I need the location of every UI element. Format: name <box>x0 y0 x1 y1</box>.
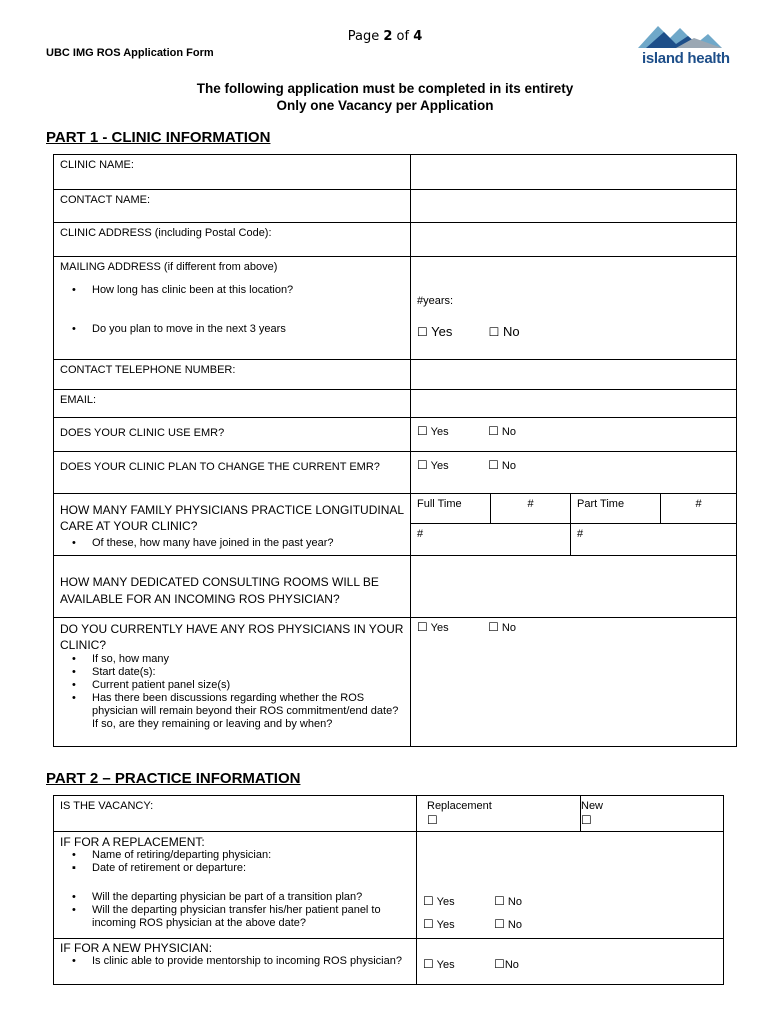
full-time-joined[interactable]: # <box>411 524 571 556</box>
clinic-info-table <box>53 154 737 747</box>
replacement-item: ▪ Date of retirement or departure: <box>60 862 410 875</box>
mentorship-yes-checkbox[interactable]: ☐ <box>423 957 434 971</box>
email-label: EMAIL: <box>54 390 411 418</box>
years-label: #years: <box>417 295 454 307</box>
emr-yes-label: Yes <box>430 426 449 438</box>
practice-info-table <box>53 795 724 985</box>
notice-line-2: Only one Vacancy per Application <box>276 98 494 113</box>
ros-no-label: No <box>501 622 516 634</box>
telephone-field[interactable] <box>411 360 737 390</box>
move-yes-label: Yes <box>431 324 453 339</box>
ros-cell <box>54 618 411 747</box>
emr-no-label: No <box>501 426 516 438</box>
notice-line-1: The following application must be completed in its entirety <box>196 81 574 96</box>
full-time-label: Full Time <box>411 494 491 524</box>
page-current: 2 <box>383 29 393 44</box>
move-no-label: No <box>503 324 520 339</box>
mentorship-yes-label: Yes <box>436 959 455 971</box>
mailing-address-field[interactable] <box>411 257 737 360</box>
logo-text: island health <box>642 50 730 67</box>
emr-no-checkbox[interactable]: ☐ <box>488 424 499 438</box>
new-label: New <box>581 800 604 812</box>
rooms-field[interactable] <box>411 556 737 618</box>
form-name: UBC IMG ROS Application Form <box>46 47 214 59</box>
clinic-name-label: CLINIC NAME: <box>54 155 411 190</box>
contact-name-field[interactable] <box>411 190 737 223</box>
transition-item: • Will the departing physician be part of a transition plan? <box>60 891 410 904</box>
ros-yes-label: Yes <box>430 622 449 634</box>
ros-item: • Current patient panel size(s) <box>60 679 404 692</box>
ros-question: DO YOU CURRENTLY HAVE ANY ROS PHYSICIANS IN YOUR CLINIC? <box>60 622 404 652</box>
new-checkbox[interactable]: ☐ <box>581 813 592 827</box>
contact-name-label: CONTACT NAME: <box>54 190 411 223</box>
emr-change-yes-label: Yes <box>430 460 449 472</box>
emr-change-no-checkbox[interactable]: ☐ <box>488 458 499 472</box>
replacement-checkbox[interactable]: ☐ <box>427 813 438 827</box>
part2-title: PART 2 – PRACTICE INFORMATION <box>46 770 301 787</box>
ros-yes-checkbox[interactable]: ☐ <box>417 620 428 634</box>
telephone-label: CONTACT TELEPHONE NUMBER: <box>54 360 411 390</box>
full-time-hash[interactable]: # <box>491 494 571 524</box>
ros-no-checkbox[interactable]: ☐ <box>488 620 499 634</box>
part-time-label: Part Time <box>571 494 661 524</box>
part-time-joined[interactable]: # <box>571 524 737 556</box>
transition-item: • Will the departing physician transfer his/her patient panel to incoming ROS physician at the above date? <box>60 904 410 930</box>
transition-yes-label: Yes <box>436 896 455 908</box>
panel-yes-label: Yes <box>436 919 455 931</box>
move-yes-checkbox[interactable]: ☐ <box>417 325 428 339</box>
notice <box>0 80 770 114</box>
mailing-address-label: MAILING ADDRESS (if different from above) <box>60 261 278 273</box>
clinic-address-label: CLINIC ADDRESS (including Postal Code): <box>54 223 411 257</box>
emr-change-yes-checkbox[interactable]: ☐ <box>417 458 428 472</box>
page-of: of <box>396 29 410 44</box>
rooms-question: HOW MANY DEDICATED CONSULTING ROOMS WILL BE AVAILABLE FOR AN INCOMING ROS PHYSICIAN? <box>54 556 411 618</box>
ros-item: • Start date(s): <box>60 666 404 679</box>
physicians-question: HOW MANY FAMILY PHYSICIANS PRACTICE LONGITUDINAL CARE AT YOUR CLINIC? <box>60 503 404 533</box>
transition-no-label: No <box>507 896 522 908</box>
page-total: 4 <box>413 29 423 44</box>
new-physician-cell <box>54 939 417 985</box>
if-replacement-label: IF FOR A REPLACEMENT: <box>60 835 205 849</box>
panel-no-checkbox[interactable]: ☐ <box>494 917 505 931</box>
panel-yes-checkbox[interactable]: ☐ <box>423 917 434 931</box>
panel-no-label: No <box>507 919 522 931</box>
transition-no-checkbox[interactable]: ☐ <box>494 894 505 908</box>
move-no-checkbox[interactable]: ☐ <box>488 325 500 339</box>
mentorship-no-checkbox[interactable]: ☐ <box>494 957 505 971</box>
emr-yes-checkbox[interactable]: ☐ <box>417 424 428 438</box>
emr-use-label: DOES YOUR CLINIC USE EMR? <box>54 418 411 452</box>
plan-move-question: • Do you plan to move in the next 3 years <box>60 323 404 336</box>
clinic-address-field[interactable] <box>411 223 737 257</box>
physicians-cell <box>54 494 411 556</box>
ros-item: • Has there been discussions regarding whether the ROS physician will remain beyond their ROS commitment/end date? <box>60 692 404 718</box>
ros-follow-up: If so, are they remaining or leaving and by when? <box>92 718 333 730</box>
part-time-hash[interactable]: # <box>661 494 737 524</box>
ros-item: • If so, how many <box>60 653 404 666</box>
if-new-label: IF FOR A NEW PHYSICIAN: <box>60 941 213 955</box>
clinic-name-field[interactable] <box>411 155 737 190</box>
emr-change-no-label: No <box>501 460 516 472</box>
mailing-address-cell <box>54 257 411 360</box>
how-long-question: • How long has clinic been at this location? <box>60 284 404 297</box>
mentorship-no-label: No <box>504 959 519 971</box>
replacement-label: Replacement <box>427 800 492 812</box>
part1-title: PART 1 - CLINIC INFORMATION <box>46 129 271 146</box>
joined-question: • Of these, how many have joined in the past year? <box>60 537 404 550</box>
page-prefix: Page <box>347 29 380 44</box>
replacement-cell <box>54 832 417 939</box>
vacancy-label: IS THE VACANCY: <box>54 796 417 832</box>
transition-yes-checkbox[interactable]: ☐ <box>423 894 434 908</box>
email-field[interactable] <box>411 390 737 418</box>
emr-change-label: DOES YOUR CLINIC PLAN TO CHANGE THE CURRENT EMR? <box>54 452 411 494</box>
replacement-item: • Name of retiring/departing physician: <box>60 849 410 862</box>
mentorship-question: • Is clinic able to provide mentorship to incoming ROS physician? <box>60 955 410 968</box>
